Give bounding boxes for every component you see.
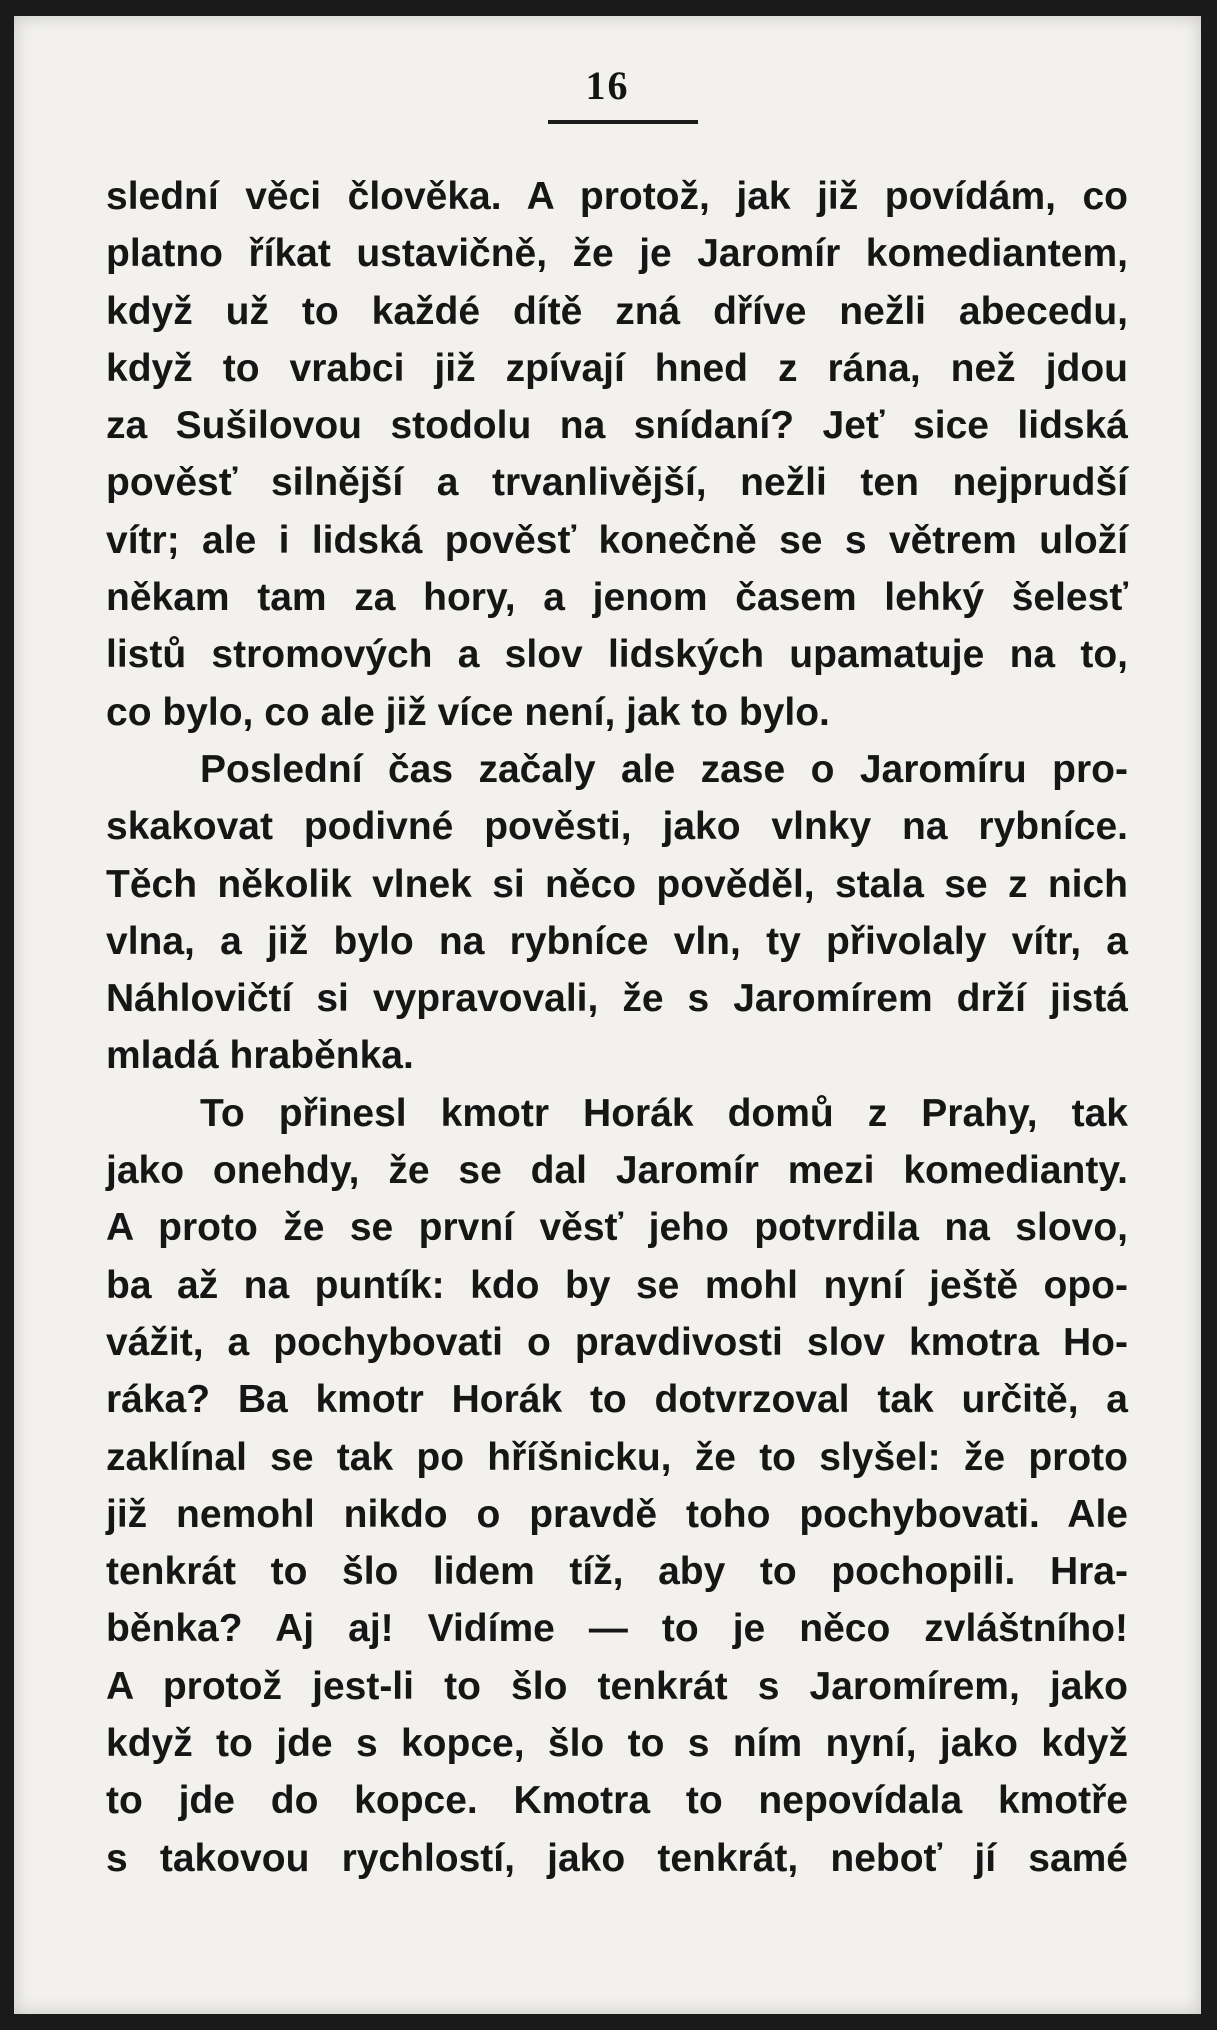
page-header [14, 62, 1201, 109]
text-line: vážit, a pochybovati o pravdivosti slov kmotra Ho- [106, 1320, 1128, 1364]
text-line: pověsť silnější a trvanlivější, nežli ten nejprudší [106, 461, 1128, 505]
body-text [106, 168, 1128, 1887]
text-line: co bylo, co ale již více není, jak to bylo. [106, 690, 830, 734]
text-line: slední věci člověka. A protož, jak již povídám, co [106, 175, 1128, 218]
text-line: někam tam za hory, a jenom časem lehký šelesť [106, 576, 1128, 620]
book-page [14, 16, 1201, 2014]
text-line: za Sušilovou stodolu na snídaní? Jeť sice lidská [106, 404, 1128, 448]
text-line: s takovou rychlostí, jako tenkrát, neboť jí samé [106, 1836, 1128, 1880]
text-line: skakovat podivné pověsti, jako vlnky na rybníce. [106, 805, 1128, 849]
text-line: když to vrabci již zpívají hned z rána, než jdou [106, 346, 1128, 390]
text-line: platno říkat ustavičně, že je Jaromír komediantem, [106, 232, 1128, 276]
text-line: ráka? Ba kmotr Horák to dotvrzoval tak určitě, a [106, 1378, 1128, 1422]
text-line: listů stromových a slov lidských upamatuje na to, [106, 633, 1128, 677]
text-line: A protož jest-li to šlo tenkrát s Jaromírem, jako [106, 1664, 1128, 1708]
text-line: již nemohl nikdo o pravdě toho pochybovati. Ale [106, 1492, 1128, 1536]
text-line: když to jde s kopce, šlo to s ním nyní, jako když [106, 1722, 1128, 1766]
text-line: mladá hraběnka. [106, 1034, 414, 1078]
text-line: A proto že se první věsť jeho potvrdila na slovo, [106, 1206, 1128, 1250]
text-line: ba až na puntík: kdo by se mohl nyní ještě opo- [106, 1263, 1128, 1307]
text-line: To přinesl kmotr Horák domů z Prahy, tak [200, 1091, 1128, 1135]
text-line: běnka? Aj aj! Vidíme — to je něco zvláštního! [106, 1607, 1128, 1651]
text-line: vítr; ale i lidská pověsť konečně se s větrem uloží [106, 518, 1128, 562]
text-line: tenkrát to šlo lidem tíž, aby to pochopili. Hra- [106, 1550, 1128, 1594]
text-line: Poslední čas začaly ale zase o Jaromíru pro- [200, 747, 1128, 791]
header-rule [548, 120, 698, 124]
page-number: 16 [585, 63, 630, 108]
text-line: to jde do kopce. Kmotra to nepovídala kmotře [106, 1779, 1128, 1823]
text-line: vlna, a již bylo na rybníce vln, ty přivolaly vítr, a [106, 919, 1128, 963]
text-line: jako onehdy, že se dal Jaromír mezi komedianty. [106, 1149, 1128, 1193]
text-line: když už to každé dítě zná dříve nežli abecedu, [106, 289, 1128, 333]
text-line: zaklínal se tak po hříšnicku, že to slyšel: že proto [106, 1435, 1128, 1479]
text-line: Náhlovičtí si vypravovali, že s Jaromírem drží jistá [106, 977, 1128, 1021]
text-line: Těch několik vlnek si něco pověděl, stala se z nich [106, 862, 1128, 906]
